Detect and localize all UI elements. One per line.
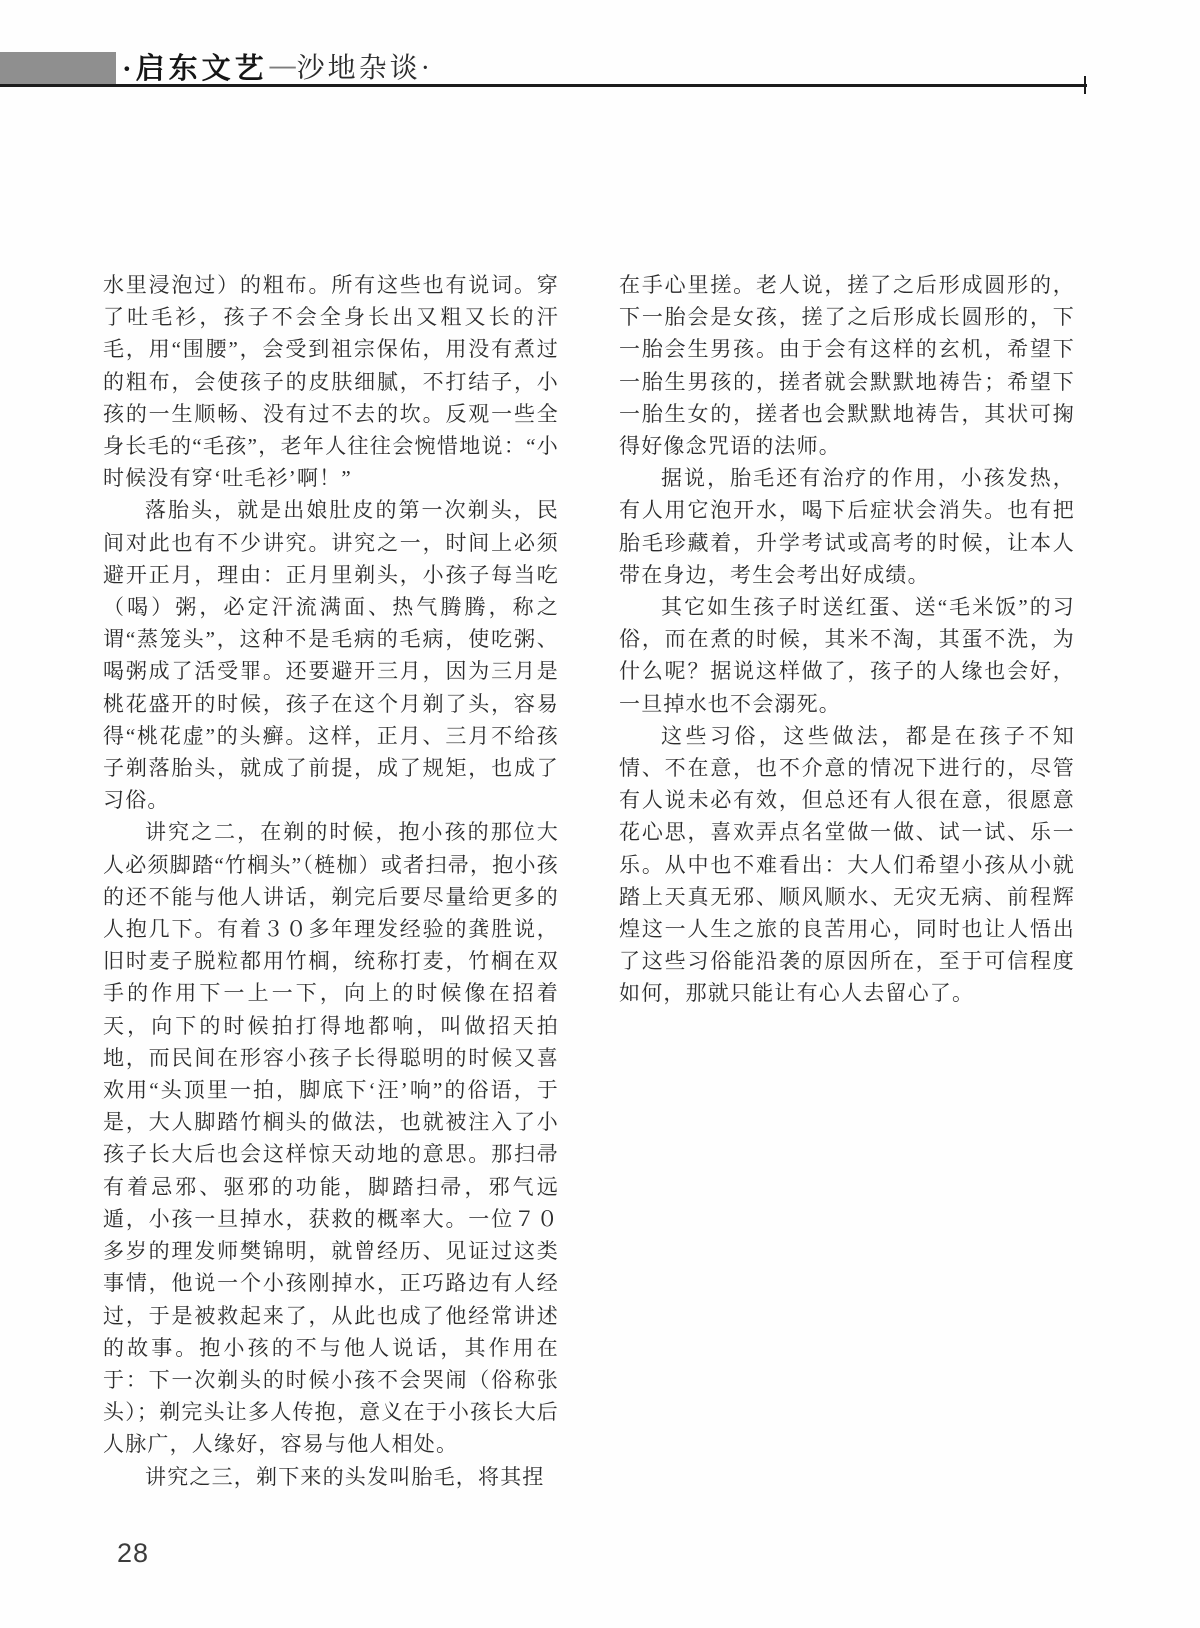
- paragraph-continuation: 水里浸泡过）的粗布。所有这些也有说词。穿了吐毛衫，孩子不会全身长出又粗又长的汗毛，用“围腰”，会受到祖宗保佑，用没有煮过的粗布，会使孩子的皮肤细腻，不打结子，小孩的一生顺畅、没有过不去的坎。反观一些全身长毛的“毛孩”，老年人往往会惋惜地说：“小时候没有穿‘吐毛衫’啊！”: [103, 273, 559, 491]
- paragraph: 据说，胎毛还有治疗的作用，小孩发热，有人用它泡开水，喝下后症状会消失。也有把胎毛珍藏着，升学考试或高考的时候，让本人带在身边，考生会考出好成绩。: [619, 466, 1075, 587]
- section-title: 沙地杂谈·: [296, 53, 433, 84]
- header-rule: [0, 84, 1087, 87]
- magazine-title: ·启东文艺: [122, 52, 268, 85]
- page-header: [122, 48, 433, 84]
- page-number: 28: [117, 1538, 150, 1568]
- left-column: [103, 269, 559, 1493]
- header-gray-block: [0, 52, 116, 84]
- header-rule-tick: [1084, 76, 1086, 94]
- right-column: [619, 269, 1075, 1010]
- paragraph: 讲究之三，剃下来的头发叫胎毛，将其捏: [145, 1464, 545, 1489]
- paragraph: 这些习俗，这些做法，都是在孩子不知情、不在意，也不介意的情况下进行的，尽管有人说未必有效，但总还有人很在意，很愿意花心思，喜欢弄点名堂做一做、试一试、乐一乐。从中也不难看出：大人们希望小孩从小就踏上天真无邪、顺风顺水、无灾无病、前程辉煌这一人生之旅的良苦用心，同时也让人悟出了这些习俗能沿袭的原因所在，至于可信程度如何，那就只能让有心人去留心了。: [619, 723, 1075, 1006]
- header-dash: —: [269, 51, 296, 80]
- paragraph: 其它如生孩子时送红蛋、送“毛米饭”的习俗，而在煮的时候，其米不淘，其蛋不洗，为什么呢？据说这样做了，孩子的人缘也会好，一旦掉水也不会溺死。: [619, 595, 1075, 716]
- paragraph: 落胎头，就是出娘肚皮的第一次剃头，民间对此也有不少讲究。讲究之一，时间上必须避开正月，理由：正月里剃头，小孩子每当吃（喝）粥，必定汗流满面、热气腾腾，称之谓“蒸笼头”，这种不是毛病的毛病，使吃粥、喝粥成了活受罪。还要避开三月，因为三月是桃花盛开的时候，孩子在这个月剃了头，容易得“桃花虚”的头癣。这样，正月、三月不给孩子剃落胎头，就成了前提，成了规矩，也成了习俗。: [103, 498, 559, 813]
- paragraph-continuation: 在手心里搓。老人说，搓了之后形成圆形的，下一胎会是女孩，搓了之后形成长圆形的，下一胎会生男孩。由于会有这样的玄机，希望下一胎生男孩的，搓者就会默默地祷告；希望下一胎生女的，搓者也会默默地祷告，其状可掬得好像念咒语的法师。: [619, 273, 1075, 459]
- paragraph: 讲究之二，在剃的时候，抱小孩的那位大人必须脚踏“竹榈头”（梿枷）或者扫帚，抱小孩的还不能与他人讲话，剃完后要尽量给更多的人抱几下。有着３０多年理发经验的龚胜说，旧时麦子脱粒都用竹榈，统称打麦，竹榈在双手的作用下一上一下，向上的时候像在招着天，向下的时候拍打得地都响，叫做招天拍地，而民间在形容小孩子长得聪明的时候又喜欢用“头顶里一拍，脚底下‘汪’响”的俗语，于是，大人脚踏竹榈头的做法，也就被注入了小孩子长大后也会这样惊天动地的意思。那扫帚有着忌邪、驱邪的功能，脚踏扫帚，邪气远遁，小孩一旦掉水，获救的概率大。一位７０多岁的理发师樊锦明，就曾经历、见证过这类事情，他说一个小孩刚掉水，正巧路边有人经过，于是被救起来了，从此也成了他经常讲述的故事。抱小孩的不与他人说话，其作用在于：下一次剃头的时候小孩不会哭闹（俗称张头）；剃完头让多人传抱，意义在于小孩长大后人脉广，人缘好，容易与他人相处。: [103, 820, 559, 1457]
